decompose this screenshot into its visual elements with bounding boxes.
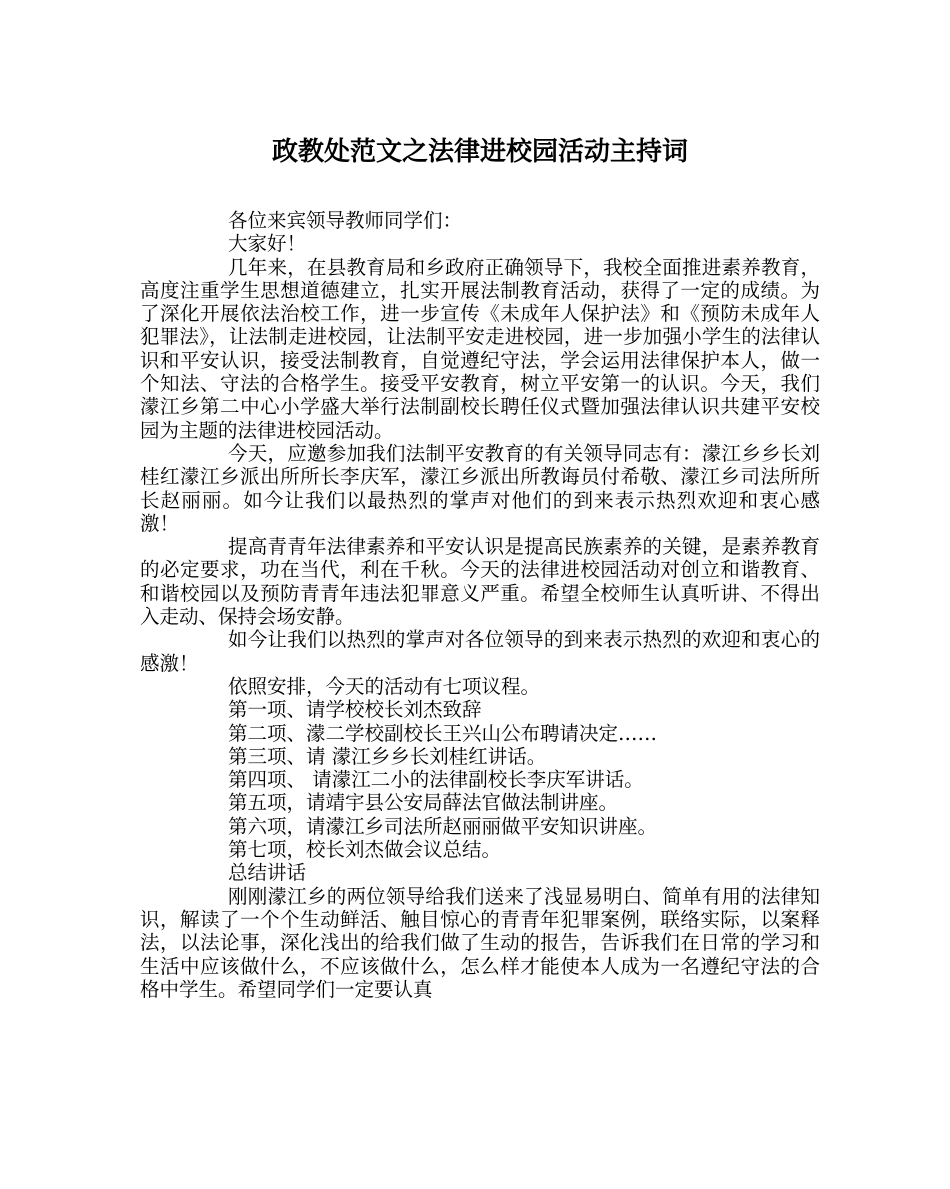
- agenda-item-5: 第五项，请靖宇县公安局薛法官做法制讲座。: [228, 791, 619, 815]
- agenda-item-1: 第一项、请学校校长刘杰致辞: [228, 698, 482, 722]
- paragraph-welcome: 如今让我们以热烈的掌声对各位领导的到来表示热烈的欢迎和衷心的感激！: [140, 628, 820, 675]
- paragraph-hello: 大家好！: [228, 232, 307, 256]
- document-title: 政教处范文之法律进校园活动主持词: [271, 137, 688, 167]
- document-body: [140, 209, 820, 1001]
- agenda-item-7: 第七项，校长刘杰做会议总结。: [228, 838, 502, 862]
- agenda-item-4: 第四项、 请濛江二小的法律副校长李庆军讲话。: [228, 768, 644, 792]
- paragraph-guests: 今天，应邀参加我们法制平安教育的有关领导同志有：濛江乡乡长刘桂红濛江乡派出所所长李庆军，濛江乡派出所教诲员付希敬、濛江乡司法所所长赵丽丽。如今让我们以最热烈的掌声对他们的到来表示热烈欢迎和衷心感激！: [140, 441, 820, 535]
- agenda-item-3: 第三项、请 濛江乡乡长刘桂红讲话。: [228, 744, 547, 768]
- paragraph-agenda-intro: 依照安排，今天的活动有七项议程。: [228, 674, 541, 698]
- agenda-item-2: 第二项、濛二学校副校长王兴山公布聘请决定……: [228, 721, 658, 745]
- section-heading-summary: 总结讲话: [228, 861, 307, 885]
- paragraph-summary: 刚刚濛江乡的两位领导给我们送来了浅显易明白、简单有用的法律知识，解读了一个个生动鲜活、触目惊心的青青年犯罪案例，联络实际，以案释法，以法论事，深化浅出的给我们做了生动的报告，告诉我们在日常的学习和生活中应该做什么，不应该做什么，怎么样才能使本人成为一名遵纪守法的合格中学生。希望同学们一定要认真: [140, 884, 820, 1001]
- paragraph-introduction: 几年来，在县教育局和乡政府正确领导下，我校全面推进素养教育，高度注重学生思想道德建立，扎实开展法制教育活动，获得了一定的成绩。为了深化开展依法治校工作，进一步宣传《未成年人保护法》和《预防未成年人犯罪法》，让法制走进校园，让法制平安走进校园，进一步加强小学生的法律认识和平安认识，接受法制教育，自觉遵纪守法，学会运用法律保护本人，做一个知法、守法的合格学生。接受平安教育，树立平安第一的认识。今天，我们濛江乡第二中心小学盛大举行法制副校长聘任仪式暨加强法律认识共建平安校园为主题的法律进校园活动。: [140, 255, 820, 442]
- paragraph-significance: 提高青青年法律素养和平安认识是提高民族素养的关键，是素养教育的必定要求，功在当代，利在千秋。今天的法律进校园活动对创立和谐教育、和谐校园以及预防青青年违法犯罪意义严重。希望全校师生认真听讲、不得出入走动、保持会场安静。: [140, 535, 820, 629]
- paragraph-greeting: 各位来宾领导教师同学们：: [228, 209, 463, 232]
- agenda-item-6: 第六项，请濛江乡司法所赵丽丽做平安知识讲座。: [228, 814, 658, 838]
